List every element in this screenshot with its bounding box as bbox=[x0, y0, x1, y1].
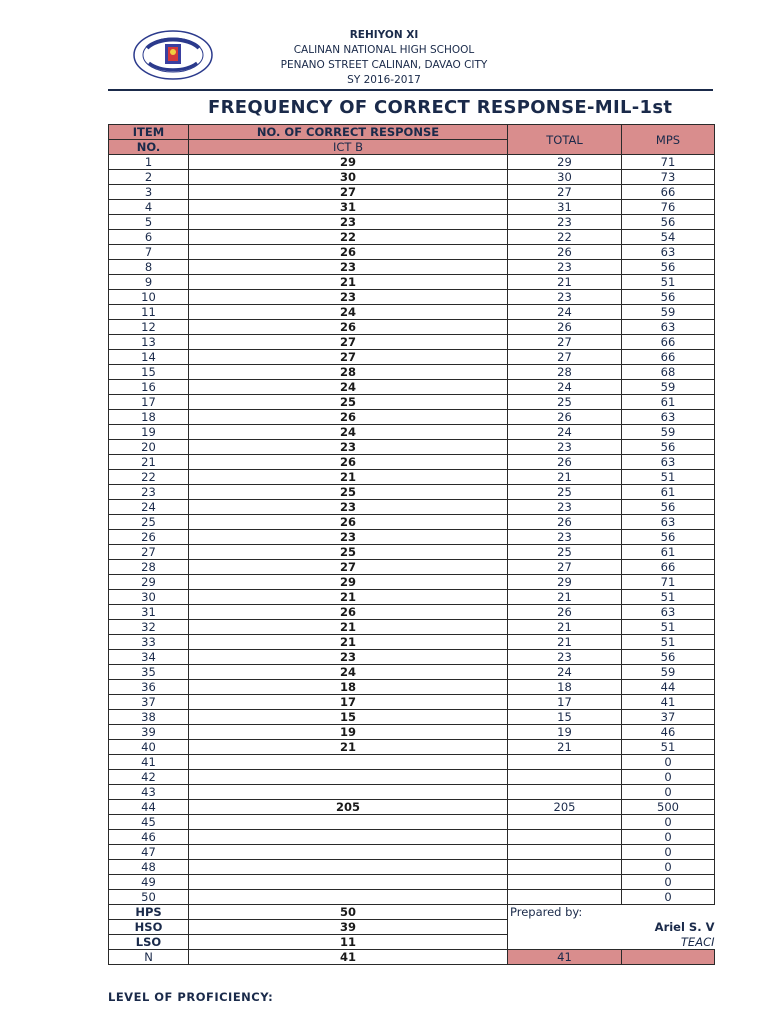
ict-b-cell: 25 bbox=[189, 395, 508, 410]
signatory-position: TEACI bbox=[508, 935, 715, 950]
mps-header: MPS bbox=[622, 125, 715, 155]
mps-cell: 59 bbox=[622, 380, 715, 395]
table-row bbox=[109, 320, 715, 335]
table-row bbox=[109, 380, 715, 395]
mps-cell: 41 bbox=[622, 695, 715, 710]
table-row bbox=[109, 470, 715, 485]
table-row bbox=[109, 770, 715, 785]
item-number-cell: 49 bbox=[109, 875, 189, 890]
table-row bbox=[109, 500, 715, 515]
mps-cell: 0 bbox=[622, 860, 715, 875]
ict-b-cell: 23 bbox=[189, 500, 508, 515]
total-cell: 26 bbox=[508, 455, 622, 470]
item-no-header: NO. bbox=[109, 140, 189, 155]
school-name: CALINAN NATIONAL HIGH SCHOOL bbox=[293, 44, 475, 56]
lso-value: 11 bbox=[189, 935, 508, 950]
ict-b-cell: 21 bbox=[189, 635, 508, 650]
item-number-cell: 11 bbox=[109, 305, 189, 320]
mps-cell: 56 bbox=[622, 530, 715, 545]
table-row bbox=[109, 275, 715, 290]
table-row bbox=[109, 605, 715, 620]
n-mps bbox=[622, 950, 715, 965]
table-row bbox=[109, 590, 715, 605]
ict-b-cell bbox=[189, 860, 508, 875]
table-row bbox=[109, 185, 715, 200]
item-number-cell: 18 bbox=[109, 410, 189, 425]
table-row bbox=[109, 860, 715, 875]
hso-label: HSO bbox=[109, 920, 189, 935]
item-number-cell: 7 bbox=[109, 245, 189, 260]
ict-b-cell: 205 bbox=[189, 800, 508, 815]
ict-b-cell: 29 bbox=[189, 575, 508, 590]
ict-b-cell: 24 bbox=[189, 425, 508, 440]
total-cell: 23 bbox=[508, 290, 622, 305]
table-row bbox=[109, 620, 715, 635]
mps-cell: 0 bbox=[622, 755, 715, 770]
total-cell: 30 bbox=[508, 170, 622, 185]
item-number-cell: 33 bbox=[109, 635, 189, 650]
ict-b-cell bbox=[189, 770, 508, 785]
mps-cell: 0 bbox=[622, 875, 715, 890]
mps-cell: 73 bbox=[622, 170, 715, 185]
mps-cell: 51 bbox=[622, 740, 715, 755]
total-cell: 23 bbox=[508, 260, 622, 275]
ict-b-cell: 27 bbox=[189, 185, 508, 200]
mps-cell: 71 bbox=[622, 155, 715, 170]
total-cell: 27 bbox=[508, 185, 622, 200]
total-header: TOTAL bbox=[508, 125, 622, 155]
mps-cell: 56 bbox=[622, 290, 715, 305]
total-cell: 23 bbox=[508, 650, 622, 665]
total-cell: 24 bbox=[508, 305, 622, 320]
n-value: 41 bbox=[189, 950, 508, 965]
total-cell: 22 bbox=[508, 230, 622, 245]
total-cell: 28 bbox=[508, 365, 622, 380]
correct-response-header: NO. OF CORRECT RESPONSE bbox=[189, 125, 508, 140]
item-number-cell: 29 bbox=[109, 575, 189, 590]
item-number-cell: 1 bbox=[109, 155, 189, 170]
mps-cell: 63 bbox=[622, 605, 715, 620]
mps-cell: 0 bbox=[622, 815, 715, 830]
total-cell: 24 bbox=[508, 665, 622, 680]
table-row bbox=[109, 680, 715, 695]
ict-b-cell: 28 bbox=[189, 365, 508, 380]
ict-b-cell bbox=[189, 815, 508, 830]
ict-b-cell: 24 bbox=[189, 305, 508, 320]
total-cell: 25 bbox=[508, 395, 622, 410]
total-cell: 31 bbox=[508, 200, 622, 215]
lso-label: LSO bbox=[109, 935, 189, 950]
table-row bbox=[109, 530, 715, 545]
table-row bbox=[109, 335, 715, 350]
mps-cell: 61 bbox=[622, 485, 715, 500]
header-divider bbox=[108, 89, 713, 91]
table-row bbox=[109, 170, 715, 185]
ict-b-cell: 26 bbox=[189, 515, 508, 530]
n-label: N bbox=[109, 950, 189, 965]
mps-cell: 56 bbox=[622, 500, 715, 515]
ict-b-cell: 27 bbox=[189, 560, 508, 575]
item-number-cell: 36 bbox=[109, 680, 189, 695]
item-number-cell: 44 bbox=[109, 800, 189, 815]
item-number-cell: 8 bbox=[109, 260, 189, 275]
total-cell: 26 bbox=[508, 320, 622, 335]
item-number-cell: 17 bbox=[109, 395, 189, 410]
hps-label: HPS bbox=[109, 905, 189, 920]
item-number-cell: 20 bbox=[109, 440, 189, 455]
item-number-cell: 15 bbox=[109, 365, 189, 380]
total-cell: 27 bbox=[508, 335, 622, 350]
item-number-cell: 32 bbox=[109, 620, 189, 635]
mps-cell: 51 bbox=[622, 275, 715, 290]
total-cell: 26 bbox=[508, 515, 622, 530]
table-row bbox=[109, 875, 715, 890]
ict-b-cell: 26 bbox=[189, 410, 508, 425]
total-cell: 21 bbox=[508, 470, 622, 485]
ict-b-cell: 24 bbox=[189, 380, 508, 395]
mps-cell: 63 bbox=[622, 320, 715, 335]
mps-cell: 59 bbox=[622, 425, 715, 440]
total-cell: 23 bbox=[508, 215, 622, 230]
total-cell bbox=[508, 755, 622, 770]
total-cell bbox=[508, 815, 622, 830]
table-row bbox=[109, 800, 715, 815]
total-cell: 21 bbox=[508, 740, 622, 755]
item-number-cell: 2 bbox=[109, 170, 189, 185]
item-number-cell: 22 bbox=[109, 470, 189, 485]
mps-cell: 76 bbox=[622, 200, 715, 215]
total-cell: 19 bbox=[508, 725, 622, 740]
frequency-table bbox=[108, 124, 715, 965]
mps-cell: 71 bbox=[622, 575, 715, 590]
total-cell: 27 bbox=[508, 560, 622, 575]
table-row bbox=[109, 395, 715, 410]
mps-cell: 63 bbox=[622, 455, 715, 470]
ict-b-cell: 23 bbox=[189, 650, 508, 665]
ict-b-cell: 17 bbox=[189, 695, 508, 710]
mps-cell: 56 bbox=[622, 650, 715, 665]
item-number-cell: 39 bbox=[109, 725, 189, 740]
mps-cell: 66 bbox=[622, 185, 715, 200]
total-cell: 24 bbox=[508, 425, 622, 440]
mps-cell: 44 bbox=[622, 680, 715, 695]
item-number-cell: 25 bbox=[109, 515, 189, 530]
school-year: SY 2016-2017 bbox=[347, 74, 421, 86]
ict-b-cell: 30 bbox=[189, 170, 508, 185]
mps-cell: 56 bbox=[622, 260, 715, 275]
ict-b-cell: 26 bbox=[189, 605, 508, 620]
table-row bbox=[109, 755, 715, 770]
mps-cell: 66 bbox=[622, 560, 715, 575]
mps-cell: 56 bbox=[622, 215, 715, 230]
item-number-cell: 34 bbox=[109, 650, 189, 665]
table-row bbox=[109, 290, 715, 305]
mps-cell: 0 bbox=[622, 830, 715, 845]
mps-cell: 500 bbox=[622, 800, 715, 815]
total-cell: 21 bbox=[508, 620, 622, 635]
table-row bbox=[109, 425, 715, 440]
table-row bbox=[109, 215, 715, 230]
table-row bbox=[109, 485, 715, 500]
total-cell bbox=[508, 770, 622, 785]
item-number-cell: 27 bbox=[109, 545, 189, 560]
item-number-cell: 3 bbox=[109, 185, 189, 200]
item-number-cell: 23 bbox=[109, 485, 189, 500]
table-row bbox=[109, 350, 715, 365]
table-row bbox=[109, 650, 715, 665]
mps-cell: 51 bbox=[622, 620, 715, 635]
mps-cell: 66 bbox=[622, 335, 715, 350]
hso-value: 39 bbox=[189, 920, 508, 935]
mps-cell: 63 bbox=[622, 410, 715, 425]
total-cell: 26 bbox=[508, 410, 622, 425]
table-row bbox=[109, 725, 715, 740]
table-row bbox=[109, 410, 715, 425]
mps-cell: 63 bbox=[622, 515, 715, 530]
item-number-cell: 26 bbox=[109, 530, 189, 545]
ict-b-cell bbox=[189, 875, 508, 890]
ict-b-cell: 21 bbox=[189, 740, 508, 755]
n-total: 41 bbox=[508, 950, 622, 965]
item-number-cell: 45 bbox=[109, 815, 189, 830]
ict-b-cell: 21 bbox=[189, 470, 508, 485]
hps-value: 50 bbox=[189, 905, 508, 920]
ict-b-cell: 26 bbox=[189, 320, 508, 335]
ict-b-cell: 27 bbox=[189, 335, 508, 350]
mps-cell: 61 bbox=[622, 395, 715, 410]
table-row bbox=[109, 515, 715, 530]
table-row bbox=[109, 740, 715, 755]
item-number-cell: 9 bbox=[109, 275, 189, 290]
mps-cell: 46 bbox=[622, 725, 715, 740]
total-cell bbox=[508, 785, 622, 800]
mps-cell: 0 bbox=[622, 770, 715, 785]
table-row bbox=[109, 665, 715, 680]
mps-cell: 0 bbox=[622, 890, 715, 905]
ict-b-cell: 25 bbox=[189, 545, 508, 560]
item-number-cell: 38 bbox=[109, 710, 189, 725]
total-cell: 23 bbox=[508, 500, 622, 515]
total-cell: 205 bbox=[508, 800, 622, 815]
mps-cell: 68 bbox=[622, 365, 715, 380]
ict-b-cell: 25 bbox=[189, 485, 508, 500]
table-row bbox=[109, 245, 715, 260]
item-number-cell: 13 bbox=[109, 335, 189, 350]
total-cell: 29 bbox=[508, 155, 622, 170]
table-row bbox=[109, 815, 715, 830]
total-cell: 17 bbox=[508, 695, 622, 710]
ict-b-cell: 26 bbox=[189, 455, 508, 470]
total-cell: 29 bbox=[508, 575, 622, 590]
table-row bbox=[109, 575, 715, 590]
item-number-cell: 19 bbox=[109, 425, 189, 440]
ict-b-cell: 29 bbox=[189, 155, 508, 170]
prepared-by-label: Prepared by: bbox=[508, 905, 715, 920]
item-number-cell: 42 bbox=[109, 770, 189, 785]
item-number-cell: 21 bbox=[109, 455, 189, 470]
item-number-cell: 12 bbox=[109, 320, 189, 335]
ict-b-cell: 23 bbox=[189, 530, 508, 545]
mps-cell: 59 bbox=[622, 305, 715, 320]
level-of-proficiency-label: LEVEL OF PROFICIENCY: bbox=[108, 990, 274, 1004]
total-cell: 27 bbox=[508, 350, 622, 365]
school-address: PENANO STREET CALINAN, DAVAO CITY bbox=[280, 59, 488, 71]
document-header bbox=[0, 0, 768, 92]
mps-cell: 54 bbox=[622, 230, 715, 245]
ict-b-cell: 21 bbox=[189, 275, 508, 290]
mps-cell: 63 bbox=[622, 245, 715, 260]
section-header: ICT B bbox=[189, 140, 508, 155]
ict-b-cell: 23 bbox=[189, 260, 508, 275]
total-cell bbox=[508, 875, 622, 890]
ict-b-cell bbox=[189, 755, 508, 770]
total-cell: 21 bbox=[508, 590, 622, 605]
item-header: ITEM bbox=[109, 125, 189, 140]
total-cell bbox=[508, 890, 622, 905]
mps-cell: 51 bbox=[622, 470, 715, 485]
item-number-cell: 41 bbox=[109, 755, 189, 770]
table-row bbox=[109, 785, 715, 800]
item-number-cell: 6 bbox=[109, 230, 189, 245]
mps-cell: 59 bbox=[622, 665, 715, 680]
ict-b-cell bbox=[189, 890, 508, 905]
mps-cell: 51 bbox=[622, 635, 715, 650]
ict-b-cell: 23 bbox=[189, 290, 508, 305]
table-row bbox=[109, 560, 715, 575]
total-cell: 25 bbox=[508, 545, 622, 560]
total-cell: 21 bbox=[508, 635, 622, 650]
ict-b-cell: 15 bbox=[189, 710, 508, 725]
ict-b-cell: 31 bbox=[189, 200, 508, 215]
item-number-cell: 48 bbox=[109, 860, 189, 875]
total-cell: 23 bbox=[508, 530, 622, 545]
item-number-cell: 47 bbox=[109, 845, 189, 860]
ict-b-cell bbox=[189, 830, 508, 845]
total-cell: 21 bbox=[508, 275, 622, 290]
total-cell: 15 bbox=[508, 710, 622, 725]
mps-cell: 51 bbox=[622, 590, 715, 605]
total-cell bbox=[508, 830, 622, 845]
table-row bbox=[109, 155, 715, 170]
mps-cell: 37 bbox=[622, 710, 715, 725]
table-row bbox=[109, 695, 715, 710]
item-number-cell: 14 bbox=[109, 350, 189, 365]
item-number-cell: 31 bbox=[109, 605, 189, 620]
item-number-cell: 10 bbox=[109, 290, 189, 305]
item-number-cell: 40 bbox=[109, 740, 189, 755]
page-title: FREQUENCY OF CORRECT RESPONSE-MIL-1st bbox=[208, 97, 673, 118]
item-number-cell: 35 bbox=[109, 665, 189, 680]
table-row bbox=[109, 440, 715, 455]
table-row bbox=[109, 710, 715, 725]
item-number-cell: 16 bbox=[109, 380, 189, 395]
region-label: REHIYON XI bbox=[349, 29, 419, 41]
mps-cell: 0 bbox=[622, 845, 715, 860]
table-row bbox=[109, 890, 715, 905]
table-row bbox=[109, 845, 715, 860]
item-number-cell: 30 bbox=[109, 590, 189, 605]
total-cell: 18 bbox=[508, 680, 622, 695]
item-number-cell: 24 bbox=[109, 500, 189, 515]
ict-b-cell bbox=[189, 785, 508, 800]
ict-b-cell: 22 bbox=[189, 230, 508, 245]
table-row bbox=[109, 455, 715, 470]
total-cell: 26 bbox=[508, 605, 622, 620]
total-cell: 25 bbox=[508, 485, 622, 500]
table-row bbox=[109, 305, 715, 320]
ict-b-cell: 26 bbox=[189, 245, 508, 260]
item-number-cell: 37 bbox=[109, 695, 189, 710]
total-cell bbox=[508, 845, 622, 860]
total-cell: 26 bbox=[508, 245, 622, 260]
item-number-cell: 28 bbox=[109, 560, 189, 575]
ict-b-cell: 23 bbox=[189, 215, 508, 230]
ict-b-cell: 24 bbox=[189, 665, 508, 680]
item-number-cell: 46 bbox=[109, 830, 189, 845]
ict-b-cell: 18 bbox=[189, 680, 508, 695]
ict-b-cell: 21 bbox=[189, 620, 508, 635]
signatory-name: Ariel S. V bbox=[508, 920, 715, 935]
ict-b-cell: 23 bbox=[189, 440, 508, 455]
item-number-cell: 43 bbox=[109, 785, 189, 800]
mps-cell: 66 bbox=[622, 350, 715, 365]
total-cell: 24 bbox=[508, 380, 622, 395]
table-row bbox=[109, 200, 715, 215]
table-row bbox=[109, 260, 715, 275]
ict-b-cell bbox=[189, 845, 508, 860]
item-number-cell: 50 bbox=[109, 890, 189, 905]
mps-cell: 0 bbox=[622, 785, 715, 800]
total-cell: 23 bbox=[508, 440, 622, 455]
table-row bbox=[109, 545, 715, 560]
ict-b-cell: 27 bbox=[189, 350, 508, 365]
total-cell bbox=[508, 860, 622, 875]
ict-b-cell: 19 bbox=[189, 725, 508, 740]
mps-cell: 61 bbox=[622, 545, 715, 560]
ict-b-cell: 21 bbox=[189, 590, 508, 605]
mps-cell: 56 bbox=[622, 440, 715, 455]
item-number-cell: 5 bbox=[109, 215, 189, 230]
table-row bbox=[109, 230, 715, 245]
table-row bbox=[109, 365, 715, 380]
table-row bbox=[109, 635, 715, 650]
item-number-cell: 4 bbox=[109, 200, 189, 215]
table-row bbox=[109, 830, 715, 845]
